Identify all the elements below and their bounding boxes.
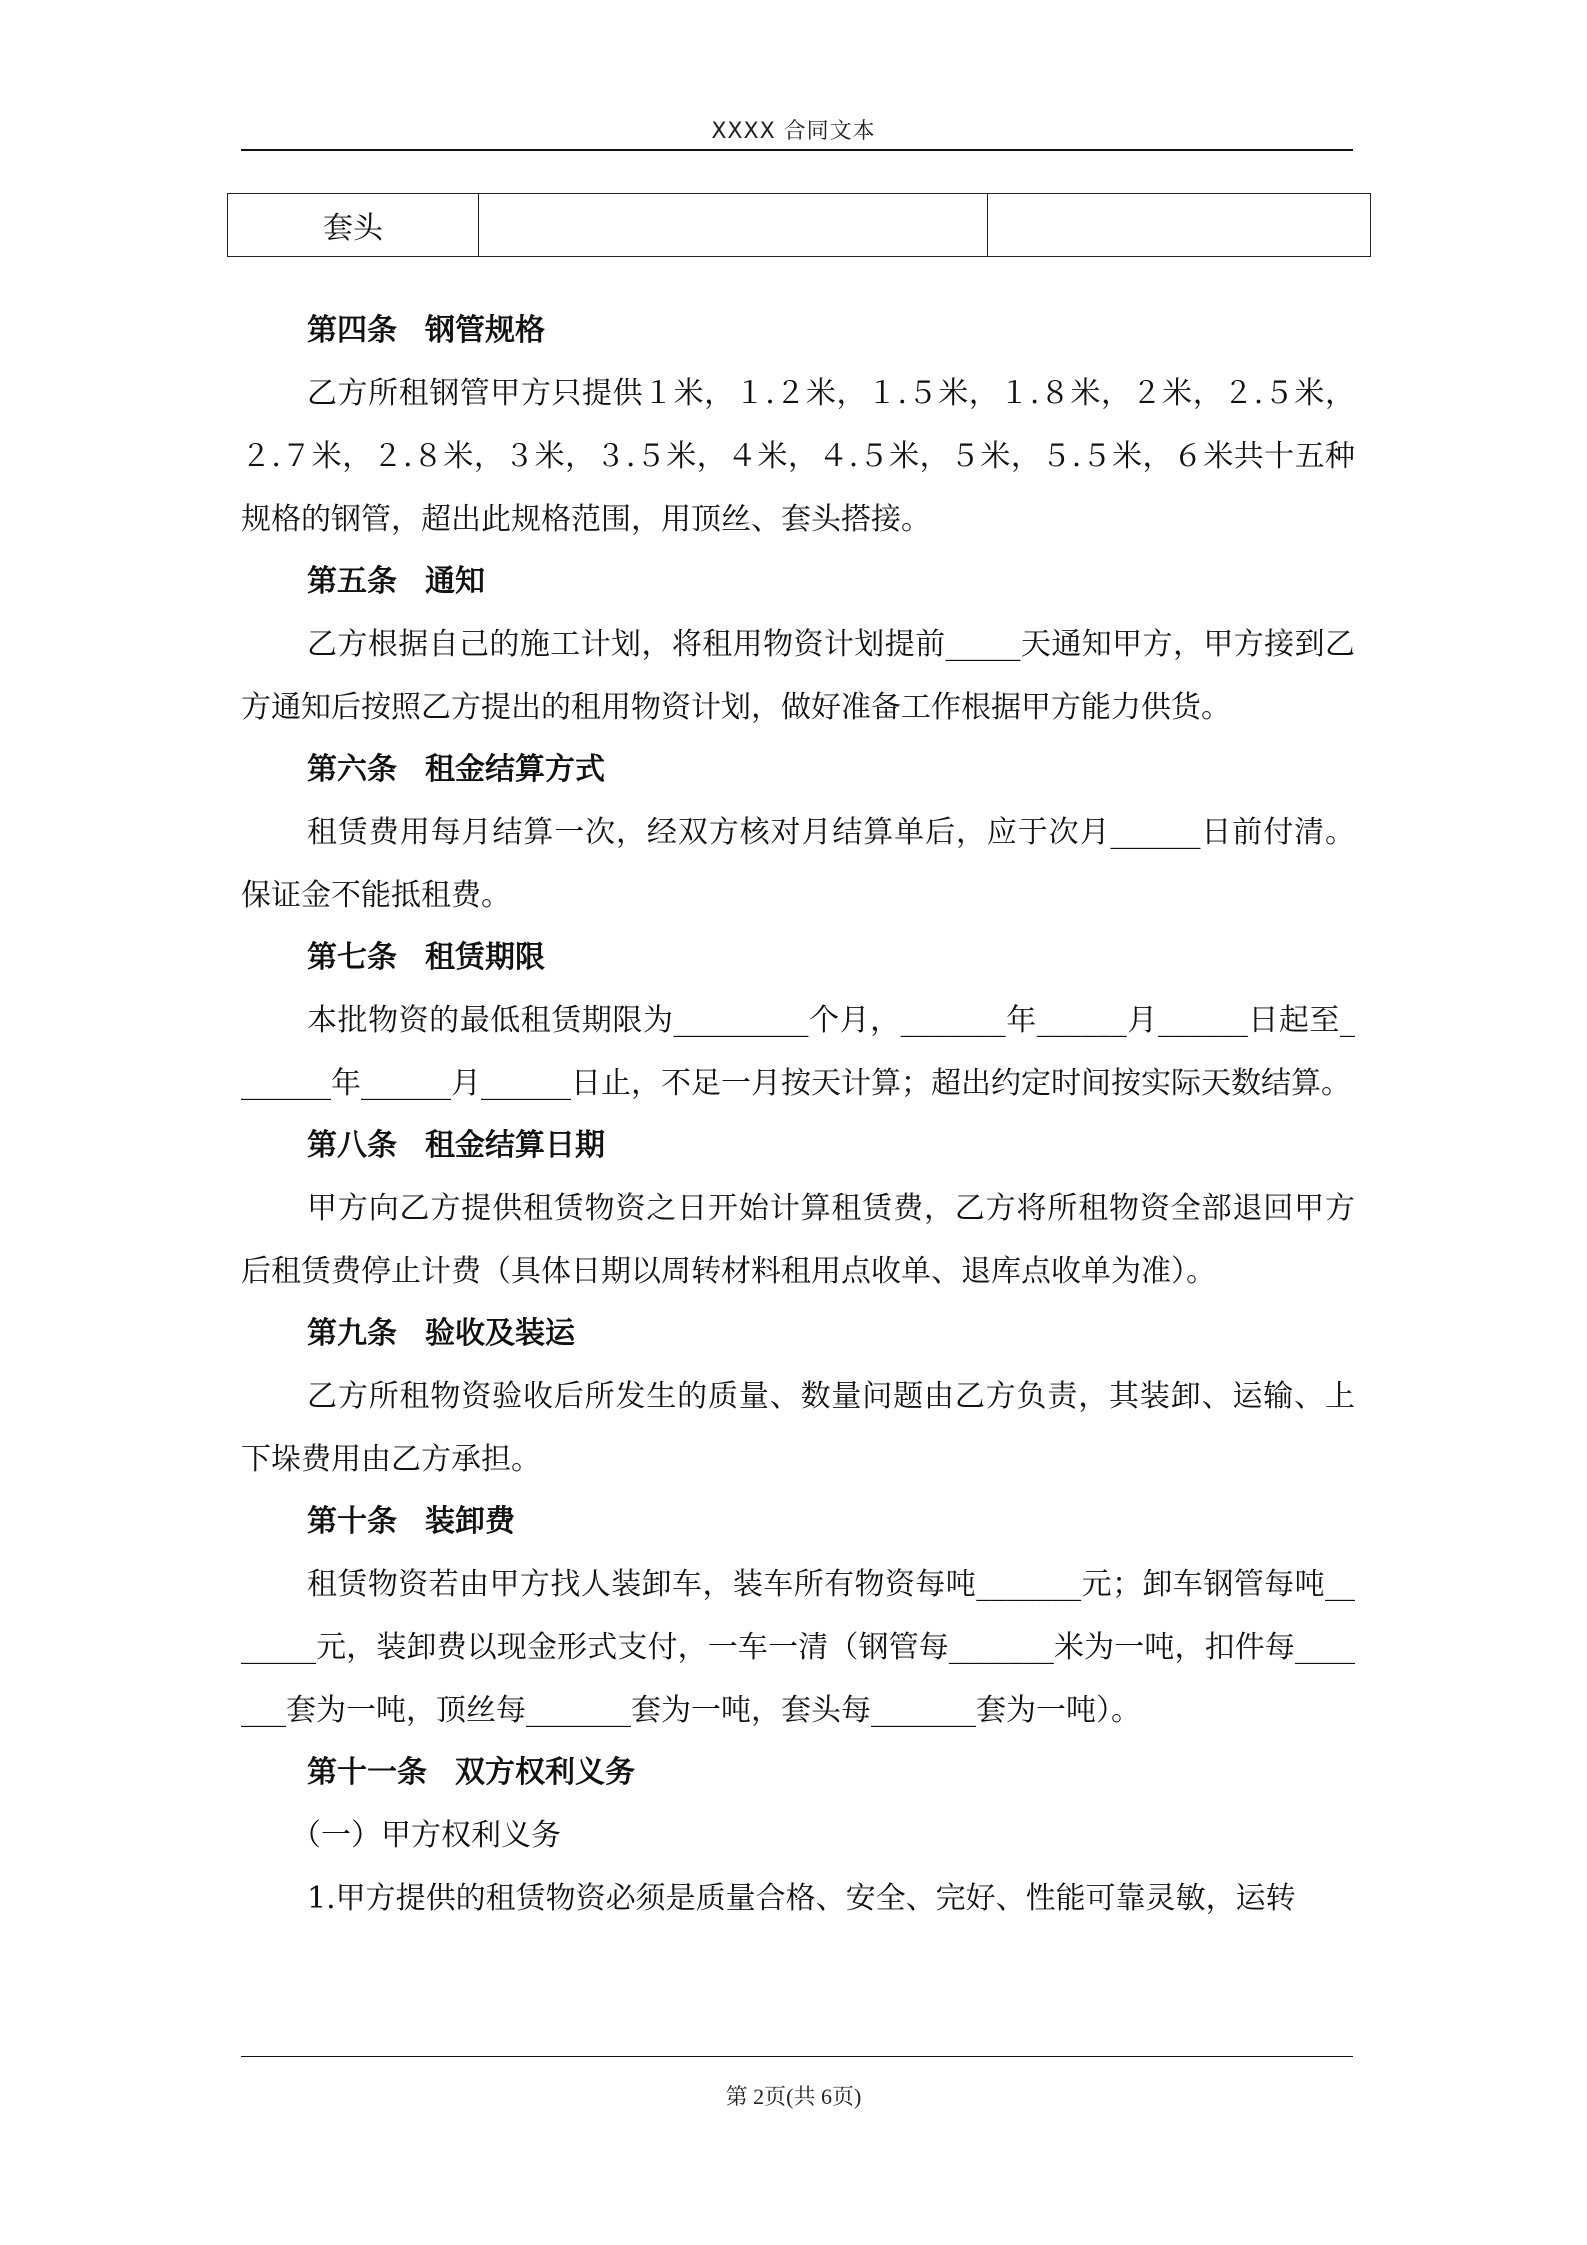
spec-table	[227, 193, 1371, 257]
article-number: 第九条	[307, 1316, 397, 1351]
article-heading	[241, 1742, 1355, 1804]
article-number: 第五条	[307, 564, 397, 599]
table-cell-item: 套头	[228, 194, 479, 257]
article-paragraph: 乙方根据自己的施工计划，将租用物资计划提前_____天通知甲方，甲方接到乙方通知后按照乙方提出的租用物资计划，做好准备工作根据甲方能力供货。	[241, 627, 1355, 725]
page-number: 第 2页(共 6页)	[725, 2084, 862, 2109]
article-title: 双方权利义务	[455, 1755, 635, 1790]
table-cell-blank	[988, 194, 1371, 257]
article-7	[241, 927, 1355, 1115]
article-heading	[241, 1115, 1355, 1177]
article-title: 租赁期限	[425, 940, 545, 975]
article-heading	[241, 1491, 1355, 1553]
article-title: 通知	[425, 564, 485, 599]
article-paragraph: 1.甲方提供的租赁物资必须是质量合格、安全、完好、性能可靠灵敏，运转	[307, 1881, 1296, 1916]
article-number: 第十一条	[307, 1755, 427, 1790]
article-paragraph: 乙方所租物资验收后所发生的质量、数量问题由乙方负责，其装卸、运输、上下垛费用由乙方承担。	[241, 1379, 1355, 1477]
contract-body	[241, 300, 1355, 1930]
article-title: 装卸费	[425, 1504, 515, 1539]
article-subheading: （一）甲方权利义务	[291, 1818, 561, 1853]
article-title: 验收及装运	[425, 1316, 575, 1351]
article-heading	[241, 300, 1355, 362]
page-header-title: XXXX 合同文本	[711, 119, 876, 144]
article-number: 第十条	[307, 1504, 397, 1539]
table-row	[228, 194, 1371, 257]
article-title: 租金结算方式	[425, 752, 605, 787]
article-paragraph: 本批物资的最低租赁期限为_________个月，_______年______月______日起至_______年______月______日止，不足一月按天计算；超出约定时间按实际天数结算。	[241, 1003, 1355, 1101]
table-cell-blank	[479, 194, 988, 257]
article-number: 第四条	[307, 313, 397, 348]
article-heading	[241, 739, 1355, 801]
article-9	[241, 1303, 1355, 1491]
article-heading	[241, 927, 1355, 989]
article-number: 第七条	[307, 940, 397, 975]
article-8	[241, 1115, 1355, 1303]
article-paragraph: 租赁费用每月结算一次，经双方核对月结算单后，应于次月______日前付清。保证金不能抵租费。	[241, 815, 1355, 913]
article-5	[241, 551, 1355, 739]
article-paragraph: 乙方所租钢管甲方只提供１米，１.２米，１.５米，１.８米，２米，２.５米，２.７米，２.８米，３米，３.５米，４米，４.５米，５米，５.５米，６米共十五种规格的钢管，超出此规格范围，用顶丝、套头搭接。	[241, 376, 1355, 537]
article-heading	[241, 1303, 1355, 1365]
article-10	[241, 1491, 1355, 1742]
article-number: 第八条	[307, 1128, 397, 1163]
article-4	[241, 300, 1355, 551]
article-paragraph: 甲方向乙方提供租赁物资之日开始计算租赁费，乙方将所租物资全部退回甲方后租赁费停止计费（具体日期以周转材料租用点收单、退库点收单为准）。	[241, 1191, 1355, 1289]
article-number: 第六条	[307, 752, 397, 787]
footer-rule	[241, 2056, 1353, 2057]
article-paragraph: 租赁物资若由甲方找人装卸车，装车所有物资每吨_______元；卸车钢管每吨_______元，装卸费以现金形式支付，一车一清（钢管每_______米为一吨，扣件每_______套为一吨，顶丝每_______套为一吨，套头每_______套为一吨）。	[241, 1567, 1355, 1728]
header-rule	[241, 149, 1353, 151]
article-heading	[241, 551, 1355, 613]
article-title: 租金结算日期	[425, 1128, 605, 1163]
article-title: 钢管规格	[425, 313, 545, 348]
article-11	[241, 1742, 1355, 1930]
article-6	[241, 739, 1355, 927]
